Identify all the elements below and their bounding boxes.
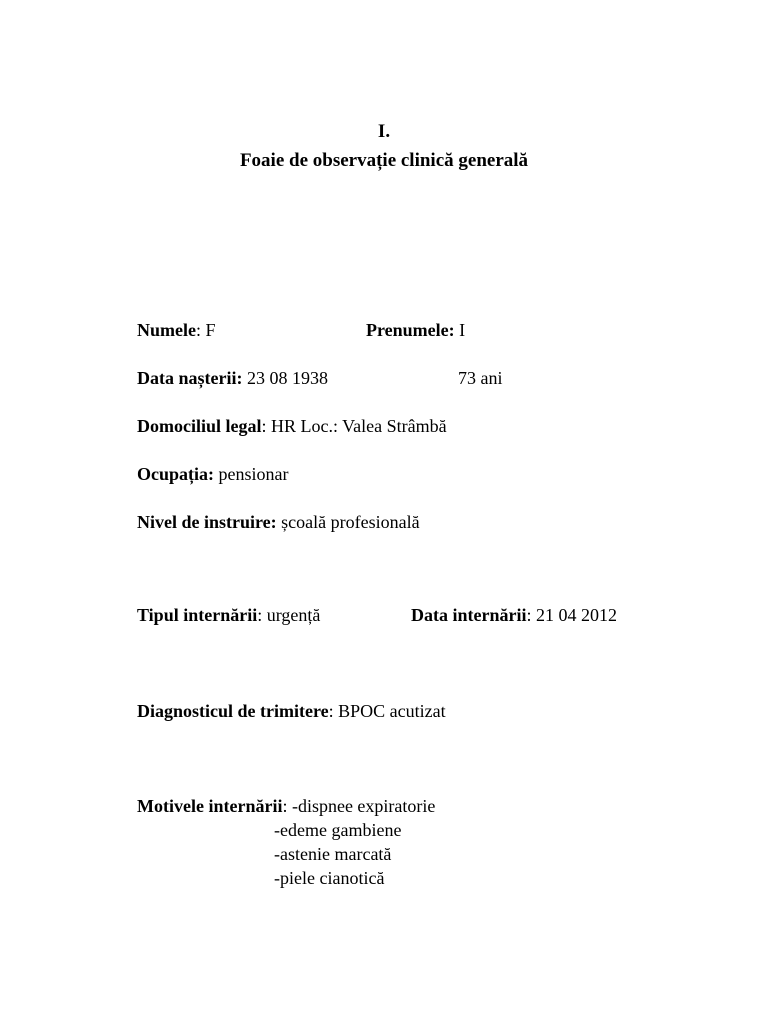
occupation-label: Ocupația: (137, 464, 215, 484)
referral-line (137, 699, 446, 723)
domicile-line (137, 414, 447, 438)
reasons-label: Motivele internării (137, 796, 283, 816)
firstname-label: Prenumele: (366, 320, 455, 340)
admission-date-line (411, 603, 617, 627)
occupation-line (137, 462, 289, 486)
reason-item: -edeme gambiene (274, 820, 402, 840)
reasons-line (137, 794, 435, 818)
document-title: Foaie de observație clinică generală (239, 150, 529, 171)
admission-type-label: Tipul internării (137, 605, 258, 625)
reason-item: -astenie marcată (274, 844, 392, 864)
surname-value: : F (195, 320, 216, 340)
admission-type-line (137, 603, 320, 627)
birthdate-value: 23 08 1938 (242, 368, 328, 388)
admission-type-value: : urgență (257, 605, 321, 625)
education-value: școală profesională (276, 512, 420, 532)
birthdate-label: Data nașterii: (137, 368, 243, 388)
surname-line (137, 318, 216, 342)
occupation-value: pensionar (214, 464, 289, 484)
education-label: Nivel de instruire: (137, 512, 277, 532)
birthdate-line (137, 366, 328, 390)
referral-value: : BPOC acutizat (328, 701, 446, 721)
admission-date-value: : 21 04 2012 (526, 605, 617, 625)
reasons-first: : -dispnee expiratorie (282, 796, 436, 816)
age-value: 73 ani (458, 368, 503, 388)
document-header (0, 117, 768, 175)
admission-date-label: Data internării (411, 605, 527, 625)
firstname-line (366, 318, 465, 342)
education-line (137, 510, 420, 534)
domicile-value: : HR Loc.: Valea Strâmbă (261, 416, 447, 436)
firstname-value: I (454, 320, 466, 340)
domicile-label: Domociliul legal (137, 416, 262, 436)
section-number: I. (377, 121, 391, 142)
surname-label: Numele (137, 320, 196, 340)
reason-item: -piele cianotică (274, 868, 385, 888)
referral-label: Diagnosticul de trimitere (137, 701, 329, 721)
